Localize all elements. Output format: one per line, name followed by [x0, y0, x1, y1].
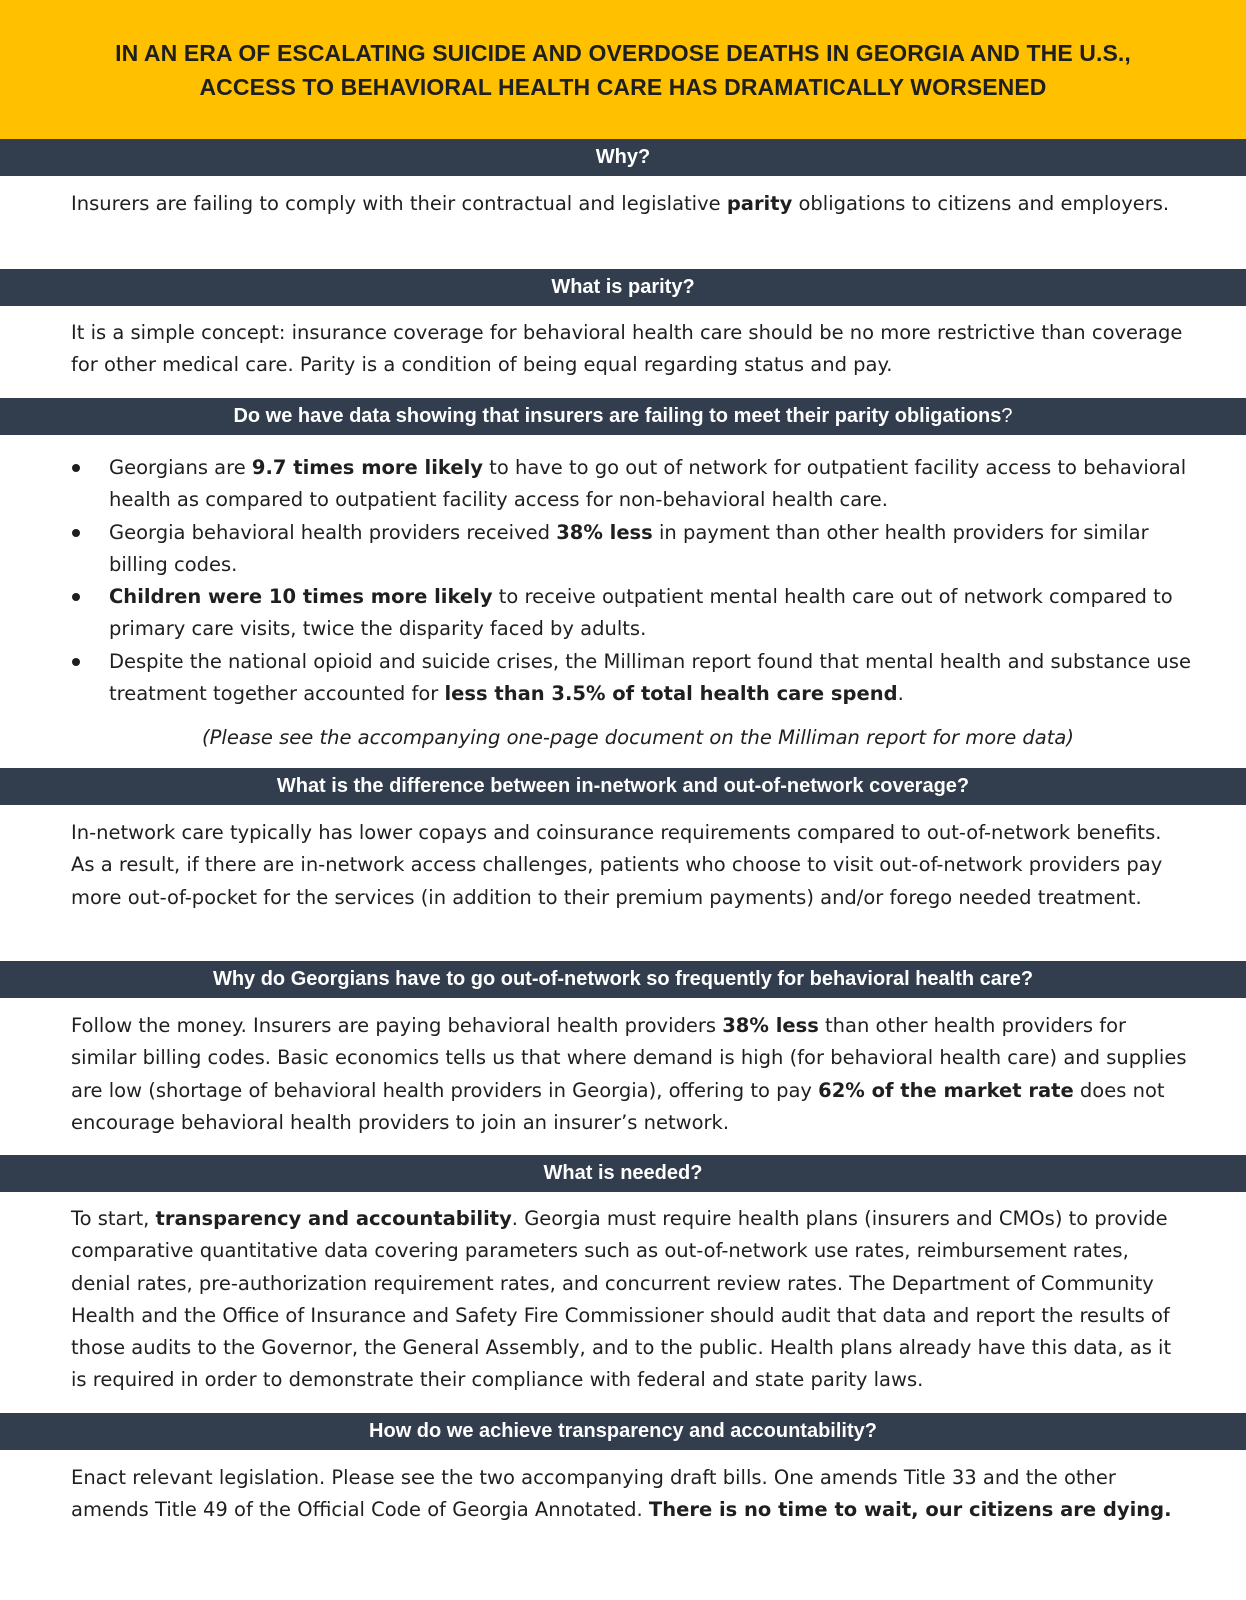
- section-header-why: Why?: [0, 139, 1246, 176]
- text-run: . Georgia must require health plans (insurers and CMOs) to provide comparative quantitative data covering parameters such as out-of-network use rates, reimbursement rates, denial rates, pre-authorization requirement rates, and concurrent review rates. The Department of Community Health and the Office of Insurance and Safety Fire Commissioner should audit that data and report the results of those audits to the Governor, the General Assembly, and to the public. Health plans already have this data, as it is required in order to demonstrate their compliance with federal and state parity laws.: [71, 1207, 1172, 1392]
- bullet-dot: [72, 464, 80, 472]
- bullet-dot: [72, 529, 80, 537]
- bullet-item: [71, 517, 1191, 582]
- parity-paragraph: It is a simple concept: insurance coverage for behavioral health care should be no more restrictive than coverage for other medical care. Parity is a condition of being equal regarding status and pay.: [71, 321, 1183, 377]
- bullet-dot: [72, 593, 80, 601]
- section-header-needed: What is needed?: [0, 1155, 1246, 1192]
- text-run: obligations to citizens and employers.: [792, 192, 1170, 215]
- header-text: Do we have data showing that insurers are failing to meet their parity obligations: [233, 405, 1002, 427]
- text-run: Georgia behavioral health providers received: [109, 520, 557, 544]
- section-header-frequency: Why do Georgians have to go out-of-network so frequently for behavioral health care?: [0, 961, 1246, 998]
- text-run: to have to go out of network for outpatient facility access to behavioral health as compared to outpatient facility access for non-behavioral health care.: [109, 456, 1187, 512]
- section-header-achieve: How do we achieve transparency and accountability?: [0, 1413, 1246, 1450]
- text-run: Despite the national opioid and suicide crises, the Milliman report found that mental health and substance use treatment together accounted for: [109, 649, 1191, 706]
- why-paragraph: [71, 188, 1191, 220]
- bullet-item: [71, 452, 1191, 517]
- bold-run: There is no time to wait, our citizens are dying.: [648, 1498, 1172, 1522]
- title-line-2: ACCESS TO BEHAVIORAL HEALTH CARE HAS DRAMATICALLY WORSENED: [199, 73, 1047, 100]
- header-punctuation: ?: [1001, 405, 1013, 427]
- milliman-note: (Please see the accompanying one-page document on the Milliman report for more data): [202, 726, 1074, 749]
- title-banner: [0, 0, 1246, 139]
- text-run: in payment than other health providers for similar billing codes.: [109, 520, 1149, 576]
- achieve-paragraph: [71, 1462, 1191, 1527]
- text-run: to receive outpatient mental health care out of network compared to primary care visits, twice the disparity faced by adults.: [109, 585, 1173, 641]
- text-run: does not encourage behavioral health providers to join an insurer’s network.: [71, 1078, 1165, 1134]
- text-run: To start,: [71, 1207, 156, 1230]
- bold-run: transparency and accountability: [155, 1207, 512, 1230]
- bold-run: 62% of the market rate: [818, 1078, 1074, 1102]
- bold-run: 9.7 times more likely: [251, 456, 483, 479]
- section-header-data: [0, 398, 1246, 435]
- frequency-paragraph: [71, 1010, 1191, 1139]
- section-header-network: What is the difference between in-network and out-of-network coverage?: [0, 768, 1246, 805]
- bold-run: 38% less: [556, 520, 653, 544]
- text-run: Insurers are failing to comply with their contractual and legislative: [71, 192, 727, 215]
- text-run: .: [897, 682, 904, 706]
- text-run: Enact relevant legislation. Please see the two accompanying draft bills. One amends Title 33 and the other amends Title 49 of the Official Code of Georgia Annotated.: [71, 1466, 1116, 1522]
- network-paragraph: In-network care typically has lower copays and coinsurance requirements compared to out-of-network benefits. As a result, if there are in-network access challenges, patients who choose to visit out-of-network providers pay more out-of-pocket for the services (in addition to their premium payments) and/or forego needed treatment.: [71, 821, 1163, 909]
- text-run: than other health providers for similar billing codes. Basic economics tells us that where demand is high (for behavioral health care) and supplies are low (shortage of behavioral health providers in Georgia), offering to pay: [71, 1014, 1187, 1102]
- text-run: Georgians are: [109, 456, 252, 479]
- title-line-1: IN AN ERA OF ESCALATING SUICIDE AND OVERDOSE DEATHS IN GEORGIA AND THE U.S.,: [115, 39, 1131, 66]
- bullet-dot: [72, 658, 80, 666]
- bold-run: 38% less: [722, 1014, 819, 1037]
- bullet-item: [71, 581, 1191, 646]
- bullet-item: [71, 646, 1191, 711]
- bold-run: parity: [726, 192, 793, 215]
- bold-run: Children were 10 times more likely: [109, 585, 493, 609]
- data-bullet-list: [71, 452, 1191, 710]
- needed-paragraph: [71, 1203, 1191, 1397]
- section-header-parity: What is parity?: [0, 269, 1246, 306]
- text-run: Follow the money. Insurers are paying behavioral health providers: [71, 1014, 723, 1037]
- bold-run: less than 3.5% of total health care spend: [444, 682, 898, 706]
